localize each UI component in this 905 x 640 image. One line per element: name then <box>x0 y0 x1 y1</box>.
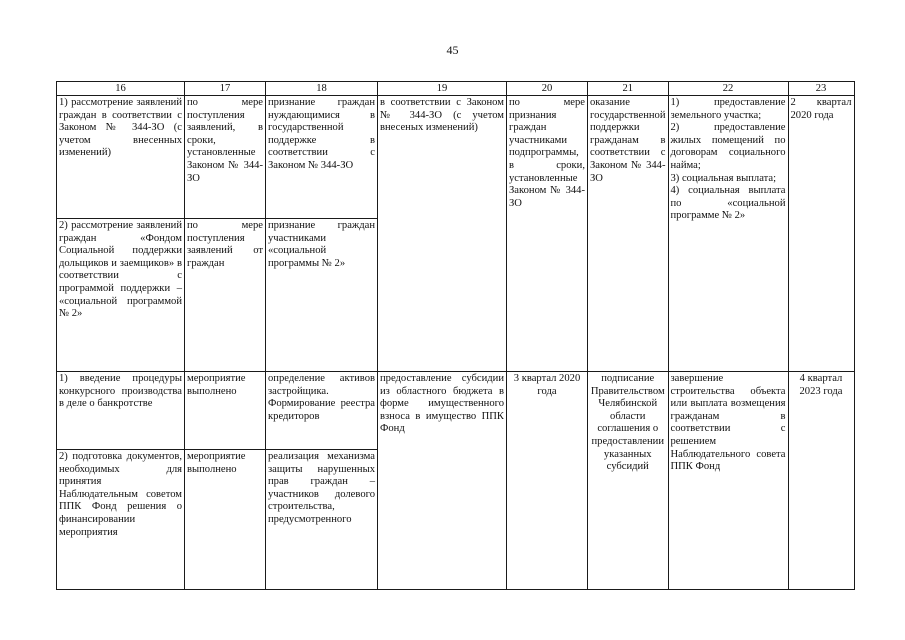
column-number-21: 21 <box>588 82 669 96</box>
table-cell: признание граждан нуждающимися в государственной поддержке в соответствии с Законом № 344-ЗО <box>266 96 378 219</box>
column-number-16: 16 <box>57 82 185 96</box>
table-cell: в соответствии с Законом № 344-ЗО (с учетом внесеных изменений) <box>378 96 507 372</box>
table-row <box>57 372 855 450</box>
table-cell: 1) введение процедуры конкурсного производства в деле о банкротстве <box>57 372 185 450</box>
list-item: 3) социальная выплата; <box>670 172 777 184</box>
column-number-22: 22 <box>668 82 788 96</box>
table-cell: 4 квартал 2023 года <box>788 372 854 590</box>
table-cell: предоставление субсидии из областного бюджета в форме имущественного взноса в имущество ППК Фонд <box>378 372 507 590</box>
table-cell: мероприятие выполнено <box>185 450 266 590</box>
column-number-17: 17 <box>185 82 266 96</box>
list-item: 2) предоставление жилых помещений по договорам социального найма; <box>670 122 786 171</box>
list-item: 4) социальная выплата по «социальной программе № 2» <box>670 185 786 222</box>
table-cell: 2 квартал 2020 года <box>788 96 854 372</box>
table-row <box>57 96 855 219</box>
measures-table <box>56 81 855 590</box>
column-number-19: 19 <box>378 82 507 96</box>
column-number-18: 18 <box>266 82 378 96</box>
table-cell: по мере поступления заявлений от граждан <box>185 219 266 372</box>
list-item: 1) предоставление земельного участка; <box>670 97 786 121</box>
table-cell: подписание Правительством Челябинской области соглашения о предоставлении указанных субсидий <box>588 372 669 590</box>
table-cell: определение активов застройщика. Формирование реестра кредиторов <box>266 372 378 450</box>
page-number: 45 <box>446 43 459 57</box>
table-cell: оказание государственной поддержки гражданам в соответствии с Законом № 344-ЗО <box>588 96 669 372</box>
table-cell: реализация механизма защиты нарушенных прав граждан – участников долевого строительства, предусмотренного <box>266 450 378 590</box>
column-number-row <box>57 82 855 96</box>
table-cell: 2) рассмотрение заявлений граждан «Фондом Социальной поддержки дольщиков и заемщиков» в соответствии с программой поддержки – «социальной программой № 2» <box>57 219 185 372</box>
table-cell: 1) рассмотрение заявлений граждан в соответствии с Законом № 344-ЗО (с учетом внесенных изменений) <box>57 96 185 219</box>
column-number-20: 20 <box>507 82 588 96</box>
table-cell: признание граждан участниками «социальной программы № 2» <box>266 219 378 372</box>
table-cell: 2) подготовка документов, необходимых для принятия Наблюдательным советом ППК Фонд решения о финансировании мероприятия <box>57 450 185 590</box>
table-cell: 3 квартал 2020 года <box>507 372 588 590</box>
table-cell: мероприятие выполнено <box>185 372 266 450</box>
table-cell <box>668 96 788 372</box>
table-cell: по мере поступления заявлений, в сроки, установленные Законом № 344-ЗО <box>185 96 266 219</box>
column-number-23: 23 <box>788 82 854 96</box>
table-cell: по мере признания граждан участниками подпрограммы, в сроки, установленные Законом № 344-ЗО <box>507 96 588 372</box>
table-cell: завершение строительства объекта или выплата возмещения гражданам в соответствии с решением Наблюдательного совета ППК Фонд <box>668 372 788 590</box>
